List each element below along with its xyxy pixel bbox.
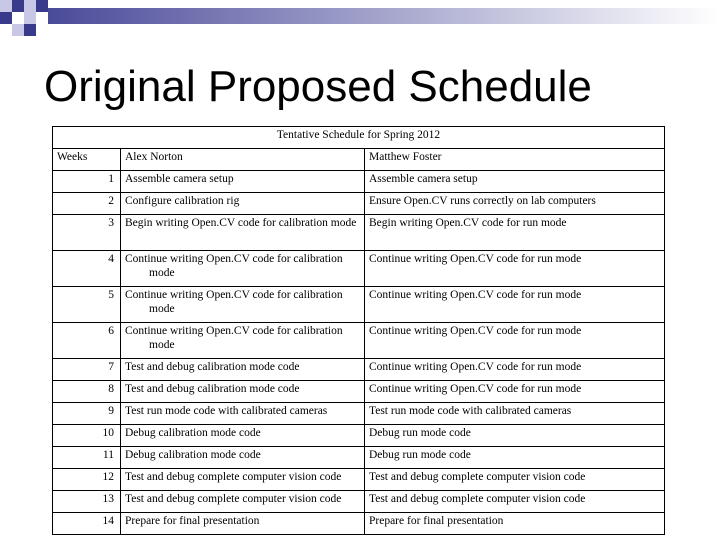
alex-task-cell: Debug calibration mode code xyxy=(121,425,365,447)
matthew-task-cell: Continue writing Open.CV code for run mode xyxy=(365,381,665,403)
decor-square xyxy=(36,0,48,12)
decor-gradient-bar xyxy=(48,8,720,24)
table-header-row xyxy=(53,149,665,171)
table-row xyxy=(53,381,665,403)
table-row xyxy=(53,403,665,425)
schedule-table xyxy=(52,126,665,535)
alex-task-cell: Begin writing Open.CV code for calibration mode xyxy=(121,215,365,251)
week-cell: 9 xyxy=(53,403,121,425)
table-row xyxy=(53,469,665,491)
matthew-task-cell: Continue writing Open.CV code for run mode xyxy=(365,323,665,359)
week-cell: 6 xyxy=(53,323,121,359)
table-row xyxy=(53,425,665,447)
table-row xyxy=(53,171,665,193)
table-row xyxy=(53,251,665,287)
week-cell: 7 xyxy=(53,359,121,381)
week-cell: 5 xyxy=(53,287,121,323)
table-row xyxy=(53,215,665,251)
decor-square xyxy=(12,0,24,12)
alex-task-cell: Prepare for final presentation xyxy=(121,513,365,535)
slide-decoration xyxy=(0,0,720,36)
table-row xyxy=(53,513,665,535)
alex-task-cell: Test and debug calibration mode code xyxy=(121,381,365,403)
week-cell: 11 xyxy=(53,447,121,469)
week-cell: 3 xyxy=(53,215,121,251)
alex-task-cell: Test and debug calibration mode code xyxy=(121,359,365,381)
decor-square xyxy=(24,0,36,12)
alex-task-cell: Continue writing Open.CV code for calibration mode xyxy=(121,323,365,359)
matthew-task-cell: Continue writing Open.CV code for run mode xyxy=(365,287,665,323)
matthew-task-cell: Prepare for final presentation xyxy=(365,513,665,535)
alex-task-cell: Continue writing Open.CV code for calibration mode xyxy=(121,287,365,323)
week-cell: 8 xyxy=(53,381,121,403)
alex-task-cell: Test and debug complete computer vision code xyxy=(121,469,365,491)
decor-square xyxy=(0,0,12,12)
week-cell: 14 xyxy=(53,513,121,535)
table-row xyxy=(53,323,665,359)
matthew-task-cell: Test and debug complete computer vision code xyxy=(365,491,665,513)
slide-title: Original Proposed Schedule xyxy=(44,62,592,111)
week-cell: 13 xyxy=(53,491,121,513)
alex-task-cell: Test and debug complete computer vision code xyxy=(121,491,365,513)
table-caption: Tentative Schedule for Spring 2012 xyxy=(53,127,665,149)
matthew-task-cell: Begin writing Open.CV code for run mode xyxy=(365,215,665,251)
header-matthew-foster: Matthew Foster xyxy=(365,149,665,171)
decor-square xyxy=(12,24,24,36)
decor-square xyxy=(24,24,36,36)
week-cell: 1 xyxy=(53,171,121,193)
table-row xyxy=(53,193,665,215)
table-caption-row xyxy=(53,127,665,149)
matthew-task-cell: Debug run mode code xyxy=(365,425,665,447)
alex-task-cell: Continue writing Open.CV code for calibration mode xyxy=(121,251,365,287)
table-row xyxy=(53,287,665,323)
week-cell: 4 xyxy=(53,251,121,287)
week-cell: 2 xyxy=(53,193,121,215)
matthew-task-cell: Assemble camera setup xyxy=(365,171,665,193)
matthew-task-cell: Ensure Open.CV runs correctly on lab computers xyxy=(365,193,665,215)
header-alex-norton: Alex Norton xyxy=(121,149,365,171)
matthew-task-cell: Test run mode code with calibrated cameras xyxy=(365,403,665,425)
week-cell: 10 xyxy=(53,425,121,447)
alex-task-cell: Test run mode code with calibrated cameras xyxy=(121,403,365,425)
table-row xyxy=(53,359,665,381)
alex-task-cell: Assemble camera setup xyxy=(121,171,365,193)
matthew-task-cell: Debug run mode code xyxy=(365,447,665,469)
alex-task-cell: Configure calibration rig xyxy=(121,193,365,215)
matthew-task-cell: Test and debug complete computer vision code xyxy=(365,469,665,491)
decor-square xyxy=(0,12,12,24)
table-row xyxy=(53,491,665,513)
matthew-task-cell: Continue writing Open.CV code for run mode xyxy=(365,251,665,287)
table-row xyxy=(53,447,665,469)
decor-square xyxy=(24,12,36,24)
header-weeks: Weeks xyxy=(53,149,121,171)
week-cell: 12 xyxy=(53,469,121,491)
matthew-task-cell: Continue writing Open.CV code for run mode xyxy=(365,359,665,381)
alex-task-cell: Debug calibration mode code xyxy=(121,447,365,469)
